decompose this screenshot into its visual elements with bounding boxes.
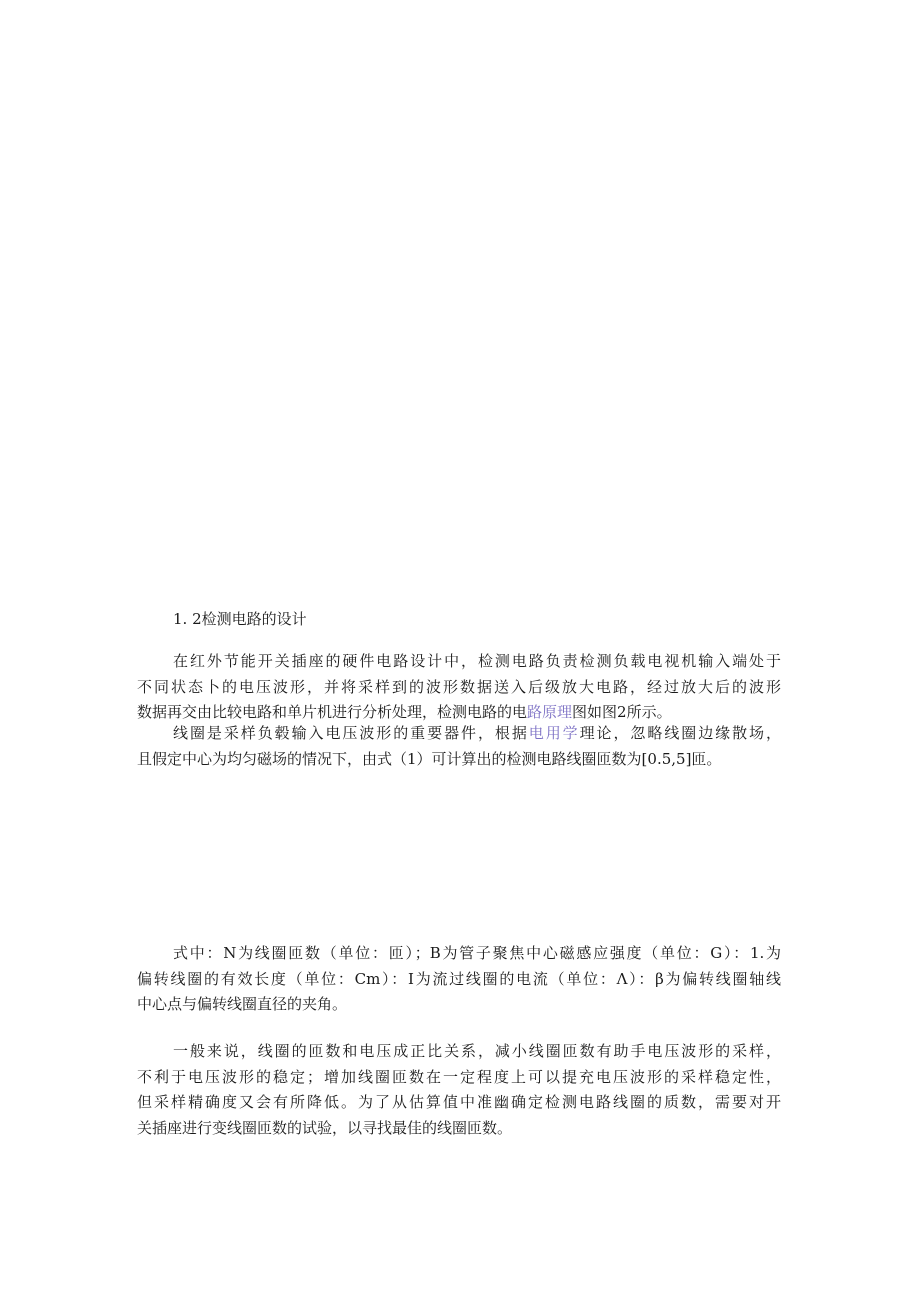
text-segment: 图如图2所示。 [572, 703, 672, 721]
paragraph-coil-experiment [137, 1039, 781, 1141]
paragraph-line: 中心点与偏转线圈直径的夹角。 [137, 995, 348, 1013]
paragraph-line: 在红外节能开关插座的硬件电路设计中，检测电路负责检测负载电视机输入端处于 [173, 652, 781, 670]
paragraph-coil-turns [137, 721, 781, 772]
paragraph-detection-circuit-intro [137, 649, 781, 726]
paragraph-line: 不利于电压波形的稳定；增加线圈匝数在一定程度上可以提充电压波形的采样稳定性， [137, 1067, 781, 1086]
paragraph-line: 关插座进行变线圈匝数的试验，以寻找最佳的线圈匝数。 [137, 1118, 513, 1137]
text-segment: 数据再交由比较电路和单片机进行分析处理，检测电路的电 [137, 703, 528, 721]
text-segment: 理论，忽略线圈边缘散场， [579, 724, 781, 742]
paragraph-line: 式中：N为线圈匝数（单位：匝）；B为管子聚焦中心磁感应强度（单位：G）：1.为 [173, 944, 781, 962]
section-heading: 1. 2检测电路的设计 [173, 610, 307, 628]
paragraph-line: 偏转线圈的有效长度（单位：Cm）：I为流过线圈的电流（单位：Λ）：β为偏转线圈轴线 [137, 969, 781, 988]
electromagnetics-link[interactable]: 电用学 [528, 724, 580, 742]
circuit-principle-link[interactable]: 路原理 [527, 703, 573, 721]
paragraph-formula-legend [137, 941, 781, 1018]
paragraph-line [137, 721, 781, 747]
text-segment: 线圈是采样负毂输入电压波形的重要器件，根据 [173, 724, 529, 742]
paragraph-line: 一般来说，线圈的匝数和电压成正比关系，减小线圈匝数有助手电压波形的采样， [173, 1042, 781, 1060]
paragraph-line: 但采样精确度又会有所降低。为了从估算值中准幽确定检测电路线圈的质数，需要对开 [137, 1093, 781, 1111]
paragraph-line: 不同状态卜的电压波形，并将采样到的波形数据送入后级放大电路，经过放大后的波形 [137, 677, 781, 696]
paragraph-line: 且假定中心为均匀磁场的情况下，由式（1）可计算出的检测电路线圈匝数为[0.5,5]匝。 [137, 749, 722, 768]
